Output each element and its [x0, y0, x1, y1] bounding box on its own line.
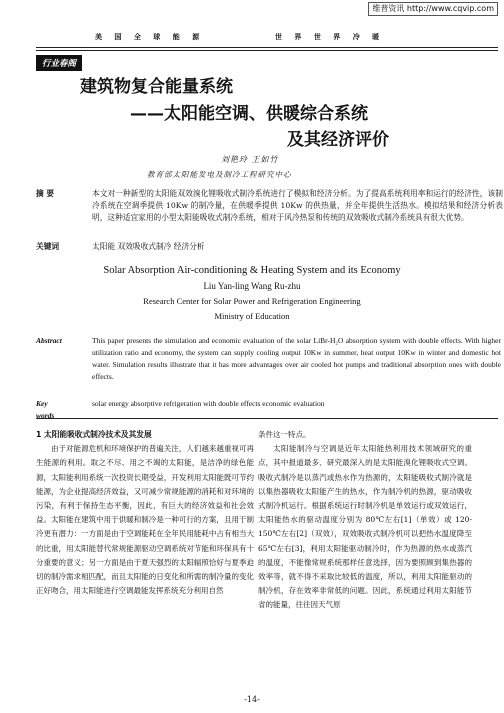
paragraph: 由于对能源危机和环境保护的普遍关注，人们越来越重视可再生能源的利用。取之不尽、用之不竭的太阳能，是洁净的绿色能源，太阳能利用系统一次投资长期受益，开发利用太阳能既可节约能源，为企业提高经济效益，又可减少常规能源的消耗和对环境的污染，有利于保持生态平衡，因此，有巨大的经济效益和社会效益。太阳能在建筑中用于供暖和制冷是一种可行的方案，且用于制冷更有潜力：一方面是由于空调能耗在全年民用能耗中占有相当大的比重，用太阳能替代常规能源驱动空调系统对节能和环保具有十分重要的意义；另一方面是由于夏天强烈的太阳辐照恰好与夏季迫切的制冷需求相匹配，而且太阳能的日变化和所需的制冷量的变化正好吻合，用太阳能进行空调最能发挥系统充分利用自然 [36, 444, 254, 596]
paragraph: 太阳能制冷与空调是近年太阳能热利用技术领域研究的重点，其中报道最多、研究最深入的是太阳能溴化锂吸收式空调。吸收式制冷是以蒸汽或热水作为热源的，太阳能吸收式制冷就是以集热器吸收太阳能产生的热水，作为制冷机的热源，驱动吸收式制冷机运行。根据系统运行时制冷机是单效运行或双效运行，太阳能热水的驱动温度分别为 80℃左右[1]（单效）或 120-150℃左右[2]（双效），双效吸收式制冷机可以把热水温度降至 65℃左右[3]，利用太阳能驱动制冷时，作为热源的热水或蒸汽的温度，不能像常规系统那样任意选择，因为要照顾到集热器的效率等，就不得不采取比较低的温度，所以，利用太阳能驱动的制冷机，存在效率非常低的问题。因此，系统通过利用太阳能节省的能量，往往因天气原 [258, 444, 472, 610]
paragraph-continued: 条件这一特点。 [258, 430, 311, 439]
authors: 刘艳玲 王如竹 [221, 155, 279, 164]
section-heading: 1 太阳能吸收式制冷技术及其发展 [36, 430, 152, 439]
running-head-right: 世 界 世 界 冷 暖 [275, 33, 385, 41]
body-rule [36, 418, 498, 419]
body-column-right [258, 428, 472, 613]
keywords-cn-label: 关键词 [36, 242, 60, 251]
keywords-cn-text: 太阳能 双效吸收式制冷 经济分析 [92, 242, 205, 251]
running-head-left: 美 国 全 球 能 源 [95, 33, 205, 41]
running-head [0, 30, 504, 44]
keywords-en-label: Key words [36, 399, 55, 420]
title-en: Solar Absorption Air-conditioning & Heating System and its Economy [103, 265, 401, 276]
abstract-en-text: This paper presents the simulation and economic evaluation of the solar LiBr-H₂O absorption system with double effects. With higher utilization ratio and economy, the system can supply cooling output 10Kw in summer, heat output 10Kw in winter and domestic hot water. Simulation results illustrate that it has more advantages over air cooled hot pumps and traditional absorption ones with double effects. [92, 336, 501, 381]
abstract-cn-text: 本文对一种新型的太阳能双效溴化锂吸收式制冷系统进行了模拟和经济分析。为了提高系统利用率和运行的经济性，该制冷系统在空调季提供 10Kw 的制冷量，在供暖季提供 10Kw 的供热量，并全年提供生活热水。模拟结果和经济分析表明，这种适宜家用的小型太阳能吸收式制冷系统，相对于风冷热泵和传统的双效吸收式制冷系统具有很大优势。 [92, 189, 503, 223]
abstract-cn-label: 摘 要 [36, 189, 55, 198]
body-column-left [36, 428, 254, 598]
watermark: 维普资讯 http://www.cqvip.com [368, 2, 498, 16]
keywords-en-text: solar energy absorptive refrigeration with double effects economic evaluation [92, 399, 325, 408]
title-line-3: 及其经济评价 [287, 130, 389, 150]
title-line-1: 建筑物复合能量系统 [80, 77, 233, 97]
affiliation-en-2: Ministry of Education [214, 311, 290, 321]
header-rule-thin [36, 50, 498, 51]
affiliation: 教育部太阳能发电及制冷工程研究中心 [147, 170, 292, 179]
title-line-2: ——太阳能空调、供暖综合系统 [130, 104, 368, 124]
page-number: -14- [244, 695, 260, 704]
section-tag: 行业春阁 [36, 55, 82, 71]
header-rule-thick [36, 47, 498, 48]
affiliation-en-1: Research Center for Solar Power and Refrigeration Engineering [143, 296, 361, 306]
abstract-en-label: Abstract [36, 336, 62, 345]
authors-en: Liu Yan-ling Wang Ru-zhu [203, 281, 301, 291]
